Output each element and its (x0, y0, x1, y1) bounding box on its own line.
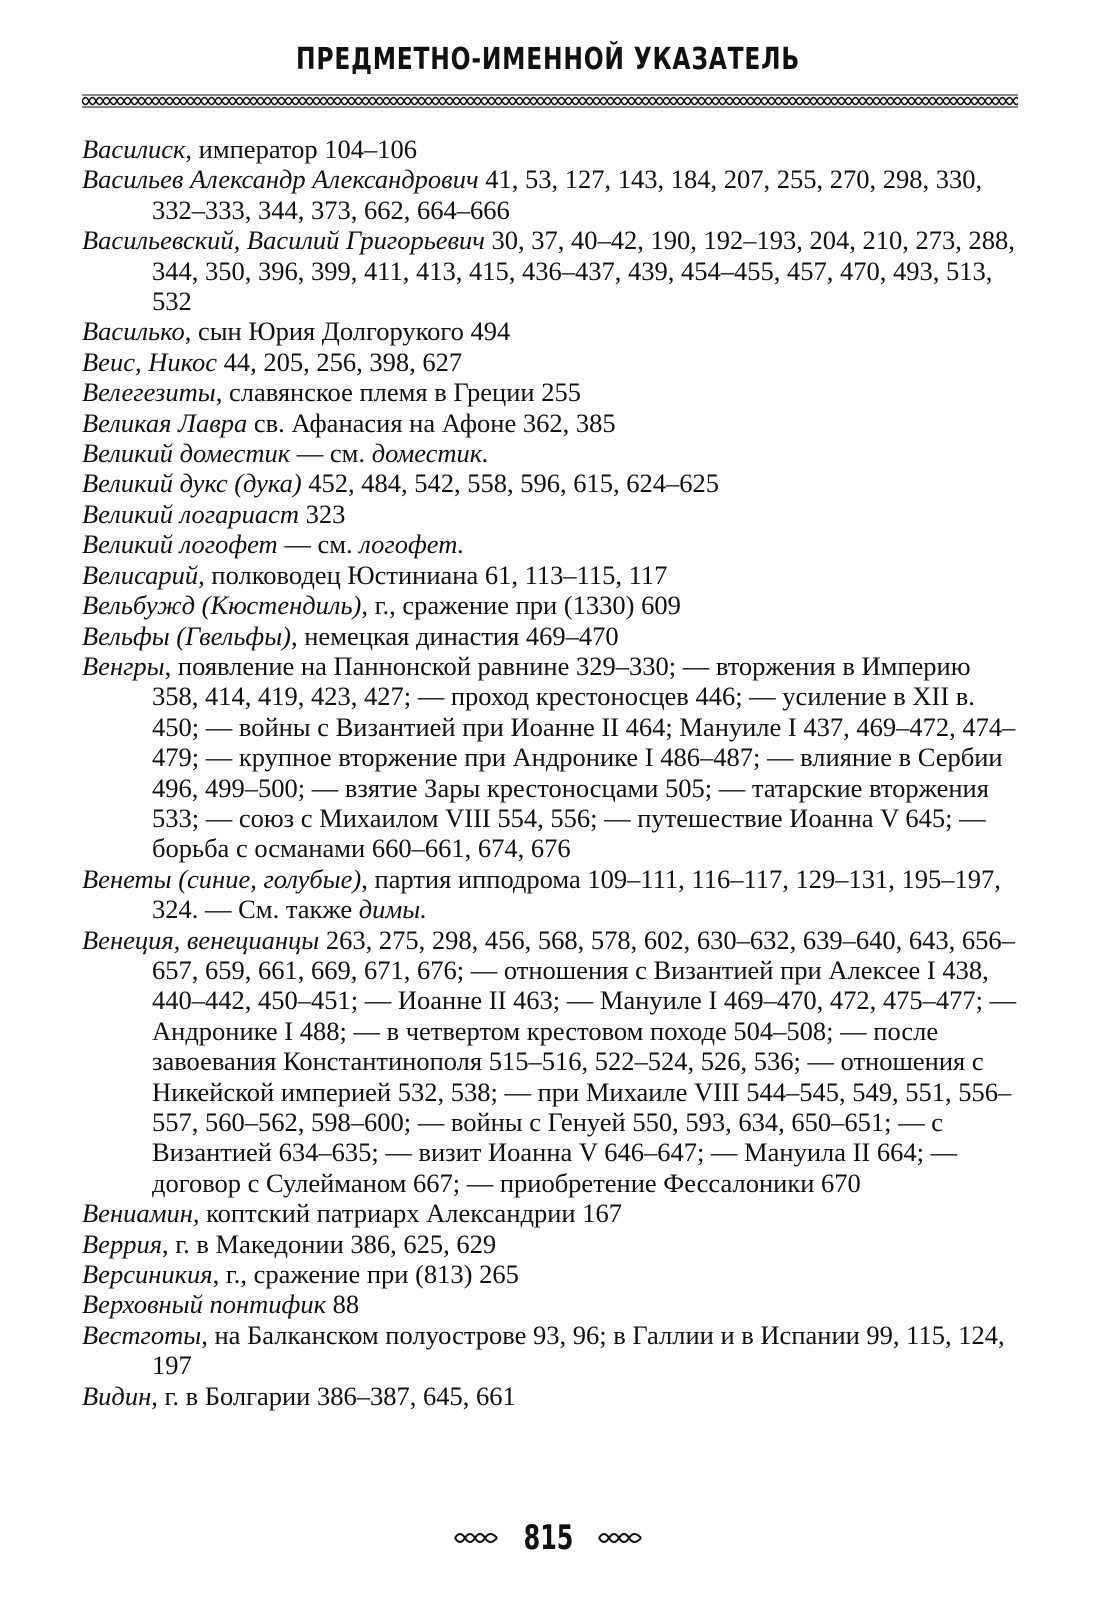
index-entry (82, 1198, 1018, 1228)
entry-text: , г. в Болгарии 386–387, 645, 661 (151, 1380, 516, 1411)
entry-term: Василько (82, 316, 185, 347)
entry-term: Венгры (82, 650, 165, 681)
entry-term: Велегезиты (82, 377, 216, 408)
entry-term: Великий логариаст (82, 498, 299, 529)
entry-text: , император 104–106 (185, 134, 417, 164)
entry-term: Великая Лавра (82, 407, 248, 438)
index-entry (82, 468, 1018, 498)
entry-term: Вельбужд (Кюстендиль) (82, 590, 362, 621)
entry-text: — см. (277, 529, 360, 560)
entry-term: Венеты (синие, голубые) (82, 863, 362, 894)
entry-term: Великий дукс (дука) (82, 468, 302, 499)
entry-text: 323 (298, 498, 346, 529)
entry-term: Васильевский, Василий Григорьевич (82, 225, 485, 256)
entry-text: 44, 205, 256, 398, 627 (217, 346, 463, 377)
page-number: 815 (523, 1518, 573, 1558)
entry-term: Веррия (82, 1228, 163, 1259)
entry-term: Версиникия (82, 1259, 213, 1290)
index-entry (82, 225, 1018, 316)
entry-text: 30, 37, 40–42, 190, 192–193, 204, 210, 273, 288, 344, 350, 396, 399, 411, 413, 415, 436–437, 439, 454–455, 457, 470, 493, 513, 532 (152, 225, 1015, 317)
entry-term: Вениамин (82, 1198, 193, 1229)
index-entry (82, 134, 1018, 164)
entry-text: , славянское племя в Греции 255 (215, 377, 581, 408)
entry-term: Видин (82, 1380, 152, 1411)
entry-text: , на Балканском полуострове 93, 96; в Галлии и в Испании 99, 115, 124, 197 (152, 1319, 1005, 1381)
entry-text: , немецкая династия 469–470 (291, 620, 619, 651)
entry-term: Венеция, венецианцы (82, 924, 320, 955)
index-entry (82, 651, 1018, 864)
entry-text: 263, 275, 298, 456, 568, 578, 602, 630–632, 639–640, 643, 656–657, 659, 661, 669, 671, 676; — отношения с Византией при Алексее I 438, 440–442, 450–451; — Иоанне II 463; — Мануиле I 469–470, 472, 475–477; — Андронике I 488; — в четвертом крестовом походе 504–508; — после завоевания Константинополя 515–516, 522–524, 526, 536; — отношения с Никейской империей 532, 538; — при Михаиле VIII 544–545, 549, 551, 556–557, 560–562, 598–600; — войны с Генуей 550, 593, 634, 650–651; — с Византией 634–635; — визит Иоанна V 646–647; — Мануила II 664; — договор с Сулейманом 667; — приобретение Фессалоники 670 (152, 924, 1017, 1198)
running-header: ПРЕДМЕТНО-ИМЕННОЙ УКАЗАТЕЛЬ (296, 42, 800, 77)
index-entry (82, 377, 1018, 407)
entry-text: 41, 53, 127, 143, 184, 207, 255, 270, 298, 330, 332–333, 344, 373, 662, 664–666 (152, 164, 983, 225)
braid-ornament-icon (597, 1529, 643, 1547)
index-entry (82, 1289, 1018, 1319)
entry-text: — см. (290, 438, 372, 469)
entry-text: 452, 484, 542, 558, 596, 615, 624–625 (301, 468, 720, 499)
index-entry (82, 347, 1018, 377)
entry-text: , партия ипподрома 109–111, 116–117, 129–131, 195–197, 324. — См. также (152, 863, 1001, 925)
index-entry (82, 499, 1018, 529)
entry-term: Вестготы (82, 1319, 202, 1350)
entry-term: Вельфы (Гвельфы) (82, 620, 291, 651)
entry-text: , г., сражение при (1330) 609 (361, 590, 681, 621)
entry-term: Василиск (82, 134, 186, 164)
braid-ornament-icon (453, 1529, 499, 1547)
index-entry (82, 316, 1018, 346)
index-entry (82, 164, 1018, 225)
index-entry (82, 438, 1018, 468)
entry-text: , сын Юрия Долгорукого 494 (184, 316, 511, 347)
entry-cross-reference: димы. (358, 894, 427, 925)
index-entry (82, 1381, 1018, 1411)
index-entry (82, 1259, 1018, 1289)
index-entry (82, 925, 1018, 1199)
index-entry (82, 590, 1018, 620)
entry-text: св. Афанасия на Афоне 362, 385 (247, 407, 616, 438)
index-entries (82, 134, 1018, 1411)
entry-term: Великий доместик (82, 438, 291, 469)
index-entry (82, 560, 1018, 590)
entry-text: , г. в Македонии 386, 625, 629 (162, 1228, 497, 1259)
page-footer (0, 1518, 1096, 1558)
entry-text: , г., сражение при (813) 265 (212, 1259, 519, 1290)
entry-text: , полководец Юстиниана 61, 113–115, 117 (198, 559, 668, 590)
entry-text: 88 (326, 1289, 360, 1320)
entry-term: Васильев Александр Александрович (82, 164, 479, 195)
index-entry (82, 864, 1018, 925)
braided-border-icon (82, 94, 1018, 108)
entry-term: Верховный понтифик (82, 1289, 326, 1320)
entry-term: Велисарий (82, 559, 199, 590)
index-entry (82, 529, 1018, 559)
entry-term: Веис, Никос (82, 346, 217, 377)
entry-term: Великий логофет (82, 529, 278, 560)
entry-cross-reference: логофет. (359, 529, 465, 560)
index-entry (82, 621, 1018, 651)
index-entry (82, 408, 1018, 438)
index-entry (82, 1229, 1018, 1259)
index-entry (82, 1320, 1018, 1381)
entry-text: , появление на Паннонской равнине 329–330; — вторжения в Империю 358, 414, 419, 423, 427; — проход крестоносцев 446; — усиление в XII в. 450; — войны с Византией при Иоанне II 464; Мануиле I 437, 469–472, 474–479; — крупное вторжение при Андронике I 486–487; — влияние в Сербии 496, 499–500; — взятие Зары крестоносцами 505; — татарские вторжения 533; — союз с Михаилом VIII 554, 556; — путешествие Иоанна V 645; — борьба с османами 660–661, 674, 676 (152, 650, 1016, 864)
entry-text: , коптский патриарх Александрии 167 (192, 1198, 622, 1229)
entry-cross-reference: доместик. (371, 438, 489, 469)
